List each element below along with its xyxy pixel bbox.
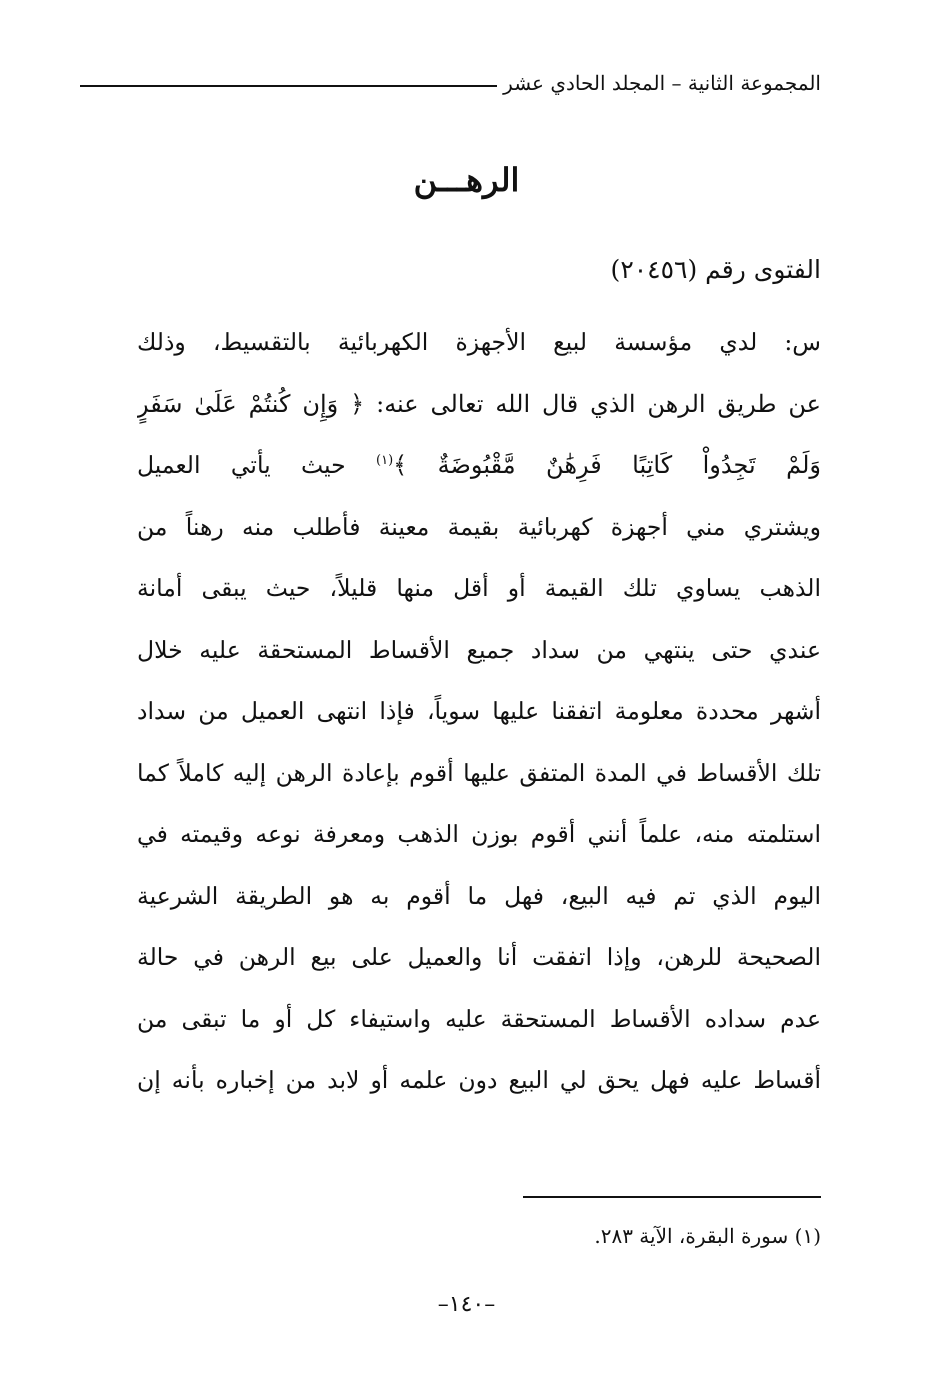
question-line: اليوم الذي تم فيه البيع، فهل ما أقوم به هو الطريقة الشرعية [137, 881, 821, 910]
footnote: (١) سورة البقرة، الآية ٢٨٣. [594, 1224, 821, 1248]
quran-verse-part: وَلَمْ تَجِدُواْ كَاتِبًا فَرِهَٰنٌ مَّقْبُوضَةٌ ﴾ [393, 451, 821, 479]
question-text [137, 312, 821, 1112]
running-header [80, 66, 821, 100]
question-line: الذهب يساوي تلك القيمة أو أقل منها قليلاً، حيث يبقى أمانة [137, 574, 821, 602]
question-line: س: لدي مؤسسة لبيع الأجهزة الكهربائية بالتقسيط، وذلك [137, 328, 821, 356]
question-line-tail: حيث يأتي العميل [137, 451, 346, 479]
footnote-reference[interactable]: (١) [376, 453, 394, 469]
question-line [137, 435, 821, 497]
question-line: عندي حتى ينتهي من سداد جميع الأقساط المستحقة عليه خلال [137, 635, 821, 664]
question-line: أشهر محددة معلومة اتفقنا عليها سوياً، فإذا انتهى العميل من سداد [137, 697, 821, 725]
question-line: أقساط عليه فهل يحق لي البيع دون علمه أو لابد من إخباره بأنه إن [137, 1066, 821, 1094]
page-number: –١٤٠– [437, 1292, 496, 1317]
question-line: تلك الأقساط في المدة المتفق عليها أقوم بإعادة الرهن إليه كاملاً كما [137, 758, 821, 787]
chapter-title: الرهـــن [413, 161, 520, 199]
question-line: ويشتري مني أجهزة كهربائية بقيمة معينة فأطلب منه رهناً من [137, 512, 821, 541]
running-header-title: المجموعة الثانية – المجلد الحادي عشر [503, 71, 821, 95]
question-line [137, 374, 821, 436]
header-rule [80, 85, 497, 87]
quran-verse-part: عن طريق الرهن الذي قال الله تعالى عنه: ﴿ وَإِن كُنتُمْ عَلَىٰ سَفَرٍ [137, 389, 821, 418]
fatwa-number: الفتوى رقم (٢٠٤٥٦) [610, 255, 821, 284]
footnote-separator [523, 1196, 821, 1198]
question-line: استلمته منه، علماً أنني أقوم بوزن الذهب ومعرفة نوعه وقيمته في [137, 820, 821, 848]
question-line: الصحيحة للرهن، وإذا اتفقت أنا والعميل على بيع الرهن في حالة [137, 943, 821, 971]
question-line: عدم سداده الأقساط المستحقة عليه واستيفاء كل أو ما تبقى من [137, 1004, 821, 1033]
